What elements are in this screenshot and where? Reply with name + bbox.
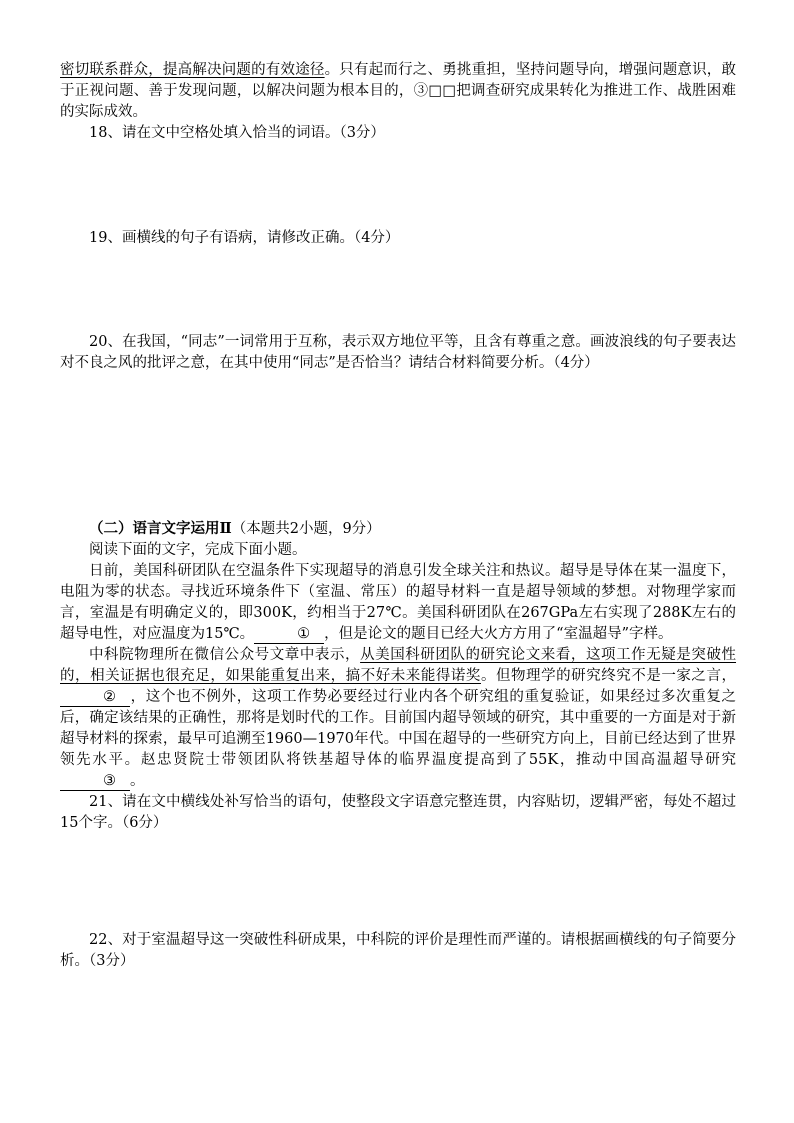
question-18: 18、请在文中空格处填入恰当的词语。（3分） <box>89 125 385 141</box>
underlined-sentence: 密切联系群众，提高解决问题的有效途径 <box>60 62 325 78</box>
question-21: 21、请在文中横线处补写恰当的语句，使整段文字语意完整连贯，内容贴切，逻辑严密，每处不超过15个字。（6分） <box>60 794 736 831</box>
passage-continuation <box>60 60 736 144</box>
question-19: 19、画横线的句子有语病，请修改正确。（4分） <box>89 230 400 246</box>
blank-3: ③ <box>60 773 130 791</box>
section-2 <box>60 518 736 834</box>
question-22-block <box>60 930 736 972</box>
question-20-block <box>60 332 736 374</box>
question-20: 20、在我国，“同志”一词常用于互称，表示双方地位平等，且含有尊重之意。画波浪线的句子要表达对不良之风的批评之意，在其中使用“同志”是否恰当？请结合材料简要分析。（4分） <box>60 334 736 371</box>
blank-2: ② <box>60 689 130 707</box>
reading-paragraph-1: 日前，美国科研团队在空温条件下实现超导的消息引发全球关注和热议。超导是导体在某一温度下，电阻为零的状态。寻找近环境条件下（室温、常压）的超导材料一直是超导领域的梦想。对物理学家而言，室温是有明确定义的，即300K，约相当于27℃。美国科研团队在267GPa左右实现了288K左右的超导电性，对应温度为15℃。 ① ，但是论文的题目已经大火方方用了“室温超导”字样。 <box>60 563 736 642</box>
section-heading: （二）语言文字运用Ⅱ <box>89 520 232 537</box>
question-19-block <box>60 228 736 249</box>
question-22: 22、对于室温超导这一突破性科研成果，中科院的评价是理性而严谨的。请根据画横线的句子简要分析。（3分） <box>60 932 736 969</box>
underlined-evaluation: 从美国科研团队的研究论文来看，这项工作无疑是突破性的，相关证据也很充足，如果能重复出来，搞不好未来能得诺奖 <box>60 647 737 684</box>
passage-text: 。只有起而行之、勇挑重担，坚持问题导向，增强问题意识，敢于正视问题、善于发现问题，以解决问题为根本目的，③□□把调查研究成果转化为推进工作、战胜困难的实际成效。 <box>60 62 737 120</box>
reading-instruction: 阅读下面的文字，完成下面小题。 <box>89 542 307 558</box>
blank-1: ① <box>254 626 324 644</box>
reading-paragraph-2: 中科院物理所在微信公众号文章中表示，从美国科研团队的研究论文来看，这项工作无疑是突破性的，相关证据也很充足，如果能重复出来，搞不好未来能得诺奖。但物理学的研究终究不是一家之言，② ，这个也不例外，这项工作势必要经过行业内各个研究组的重复验证，如果经过多次重复之后，确定该结果的正确性，那将是划时代的工作。目前国内超导领域的研究，其中重要的一方面是对于新超导材料的探索，最早可追溯至1960—1970年代。中国在超导的一些研究方向上，目前已经达到了世界领先水平。赵忠贤院士带领团队将铁基超导体的临界温度提高到了55K，推动中国高温超导研究③ 。 <box>60 647 737 789</box>
section-note: （本题共2小题，9分） <box>231 521 381 537</box>
